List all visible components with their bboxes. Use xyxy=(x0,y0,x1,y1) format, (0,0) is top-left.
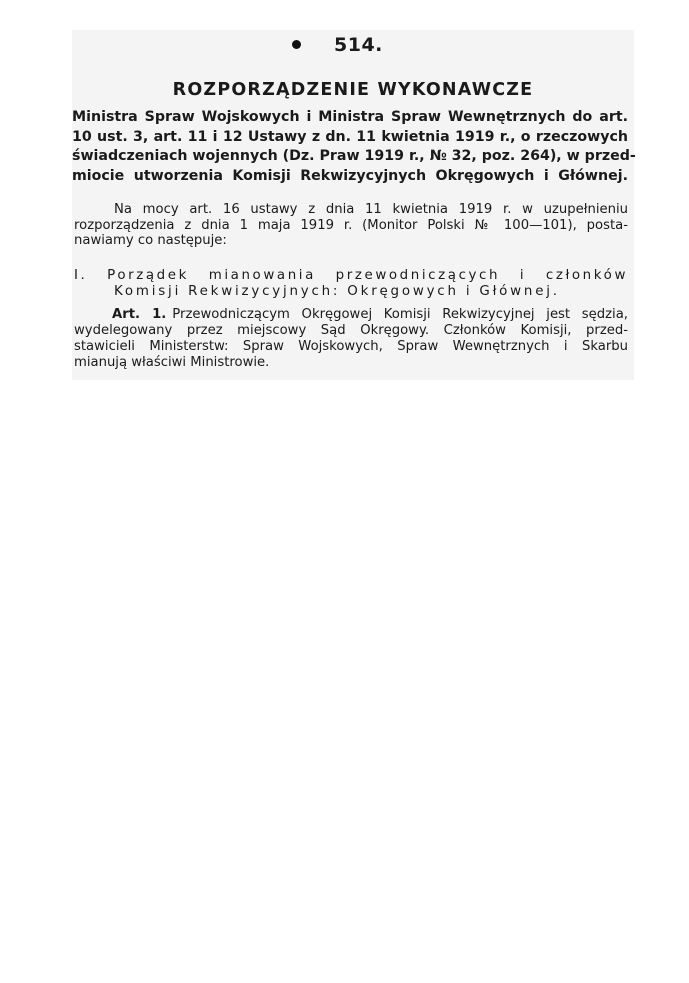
article-line: mianują właściwi Ministrowie. xyxy=(74,355,270,370)
intro-line: Ministra Spraw Wojskowych i Ministra Spraw Wewnętrznych do art. xyxy=(72,109,628,125)
article-first-line-text: Przewodniczącym Okręgowej Komisji Rekwizycyjnej jest sędzia, xyxy=(172,307,628,322)
preamble-line: Na mocy art. 16 ustawy z dnia 11 kwietnia 1919 r. w uzupełnieniu xyxy=(114,202,628,217)
bullet-dot xyxy=(292,40,301,49)
preamble-line: rozporządzenia z dnia 1 maja 1919 r. (Monitor Polski № 100—101), posta- xyxy=(74,217,628,233)
intro-paragraph xyxy=(72,108,636,186)
section-heading-line: I. Porządek mianowania przewodniczących i członków xyxy=(74,268,628,283)
document-title: ROZPORZĄDZENIE WYKONAWCZE xyxy=(172,80,534,100)
section-heading xyxy=(74,268,628,300)
article-line: wydelegowany przez miejscowy Sąd Okręgowy. Członków Komisji, przed- xyxy=(74,323,628,338)
preamble-paragraph xyxy=(74,202,628,249)
article-label: Art. 1. xyxy=(112,307,167,322)
intro-line: świadczeniach wojennych (Dz. Praw 1919 r., № 32, poz. 264), w przed- xyxy=(72,148,636,164)
article-line: stawicieli Ministerstw: Spraw Wojskowych, Spraw Wewnętrznych i Skarbu xyxy=(74,339,628,354)
section-heading-line: Komisji Rekwizycyjnych: Okręgowych i Głównej. xyxy=(114,284,560,299)
article-line xyxy=(74,307,628,323)
article-1 xyxy=(74,307,628,371)
preamble-line: nawiamy co następuje: xyxy=(74,233,227,248)
intro-line: 10 ust. 3, art. 11 i 12 Ustawy z dn. 11 kwietnia 1919 r., o rzeczowych xyxy=(72,128,628,145)
intro-line: miocie utworzenia Komisji Rekwizycyjnych Okręgowych i Głównej. xyxy=(72,167,628,184)
page-number: 514. xyxy=(334,34,383,56)
